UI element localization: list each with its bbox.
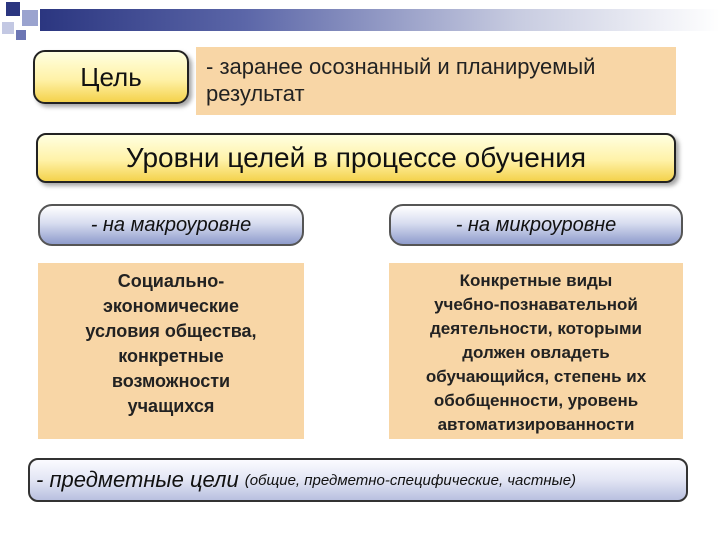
micro-line: автоматизированности bbox=[437, 415, 635, 434]
micro-line: обучающийся, степень их bbox=[425, 367, 647, 386]
macro-line: экономические bbox=[102, 296, 240, 316]
macro-line: Социально- bbox=[117, 271, 225, 291]
macro-line: конкретные bbox=[118, 346, 224, 366]
goal-definition-text: - заранее осознанный и планируемый результат bbox=[206, 54, 596, 106]
header-gradient-bar bbox=[40, 9, 720, 31]
levels-title: Уровни целей в процессе обучения bbox=[125, 142, 587, 173]
micro-line: Конкретные виды bbox=[459, 271, 613, 290]
subject-goals-label: - предметные цели bbox=[36, 467, 239, 492]
micro-level-label: - на микроуровне bbox=[455, 213, 617, 236]
macro-line: учащихся bbox=[127, 396, 215, 416]
macro-level-description bbox=[38, 263, 304, 439]
subject-goals-types: (общие, предметно-специфические, частные) bbox=[244, 471, 577, 489]
subject-goals-box bbox=[28, 458, 688, 502]
micro-line: обобщенности, уровень bbox=[433, 391, 639, 410]
square-dark bbox=[6, 2, 20, 16]
goal-definition-box bbox=[196, 47, 676, 115]
micro-line: деятельности, которыми bbox=[430, 319, 642, 338]
square-light bbox=[22, 10, 38, 26]
square-light-small bbox=[2, 22, 14, 34]
macro-line: возможности bbox=[111, 371, 231, 391]
macro-level-pill bbox=[38, 204, 304, 246]
macro-level-label: - на макроуровне bbox=[90, 213, 252, 236]
macro-line: условия общества, bbox=[85, 321, 257, 341]
square-medium bbox=[16, 30, 26, 40]
goal-label-box bbox=[33, 50, 189, 104]
micro-level-description bbox=[389, 263, 683, 439]
goal-label: Цель bbox=[80, 61, 142, 92]
micro-line: учебно-познавательной bbox=[434, 295, 638, 314]
micro-line: должен овладеть bbox=[462, 343, 610, 362]
micro-level-pill bbox=[389, 204, 683, 246]
levels-title-box bbox=[36, 133, 676, 183]
